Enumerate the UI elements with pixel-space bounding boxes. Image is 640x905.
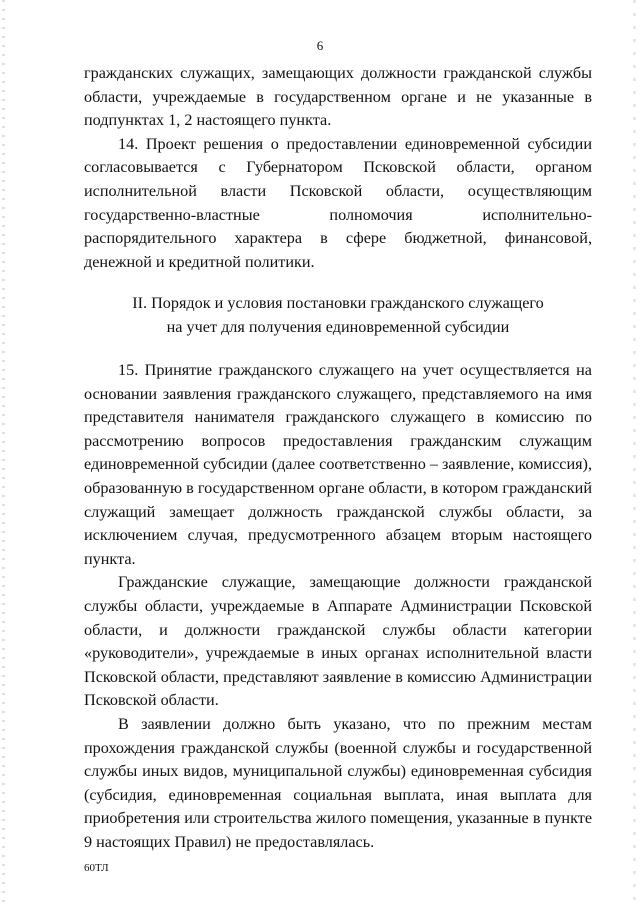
scan-edge-right	[633, 0, 636, 905]
paragraph-continuation: гражданских служащих, замещающих должности гражданской службы области, учреждаемые в государственном органе и не указанные в подпунктах 1, 2 настоящего пункта.	[84, 64, 592, 130]
body-text-main	[84, 359, 592, 854]
paragraph-15: 15. Принятие гражданского служащего на учет осуществляется на основании заявления гражданского служащего, представляемого на имя представителя нанимателя гражданского служащего в комиссию по рассмотрению вопросов предоставления гражданским служащим единовременной субсидии (далее соответственно – заявление, комиссия), образованную в государственном органе области, в котором гражданский служащий замещает должность гражданской службы области, за исключением случая, предусмотренного абзацем вторым настоящего пункта.	[84, 361, 592, 568]
paragraph-15-second: Гражданские служащие, замещающие должности гражданской службы области, учреждаемые в Аппарате Администрации Псковской области, и должности гражданской службы области категории «руководители», учреждаемые в иных органах исполнительной власти Псковской области, представляют заявление в комиссию Администрации Псковской области.	[84, 573, 592, 710]
footer-code: 60ТЛ	[84, 862, 109, 874]
scan-edge-left	[2, 0, 5, 905]
paragraph-14: 14. Проект решения о предоставлении единовременной субсидии согласовывается с Губернатором Псковской области, органом исполнительной власти Псковской области, осуществляющим государственно-властные полномочия исполнительно-распорядительного характера в сфере бюджетной, финансовой, денежной и кредитной политики.	[84, 134, 592, 271]
section-heading	[84, 291, 592, 339]
page-number: 6	[316, 38, 324, 53]
section-heading-line-1: II. Порядок и условия постановки гражданского служащего	[132, 294, 544, 312]
section-heading-line-2: на учет для получения единовременной субсидии	[166, 318, 510, 336]
body-text-top	[84, 62, 592, 274]
paragraph-15-third: В заявлении должно быть указано, что по прежним местам прохождения гражданской службы (военной службы и государственной службы иных видов, муниципальной службы) единовременная субсидия (субсидия, единовременная социальная выплата, иная выплата для приобретения или строительства жилого помещения, указанные в пункте 9 настоящих Правил) не предоставлялась.	[84, 714, 592, 851]
